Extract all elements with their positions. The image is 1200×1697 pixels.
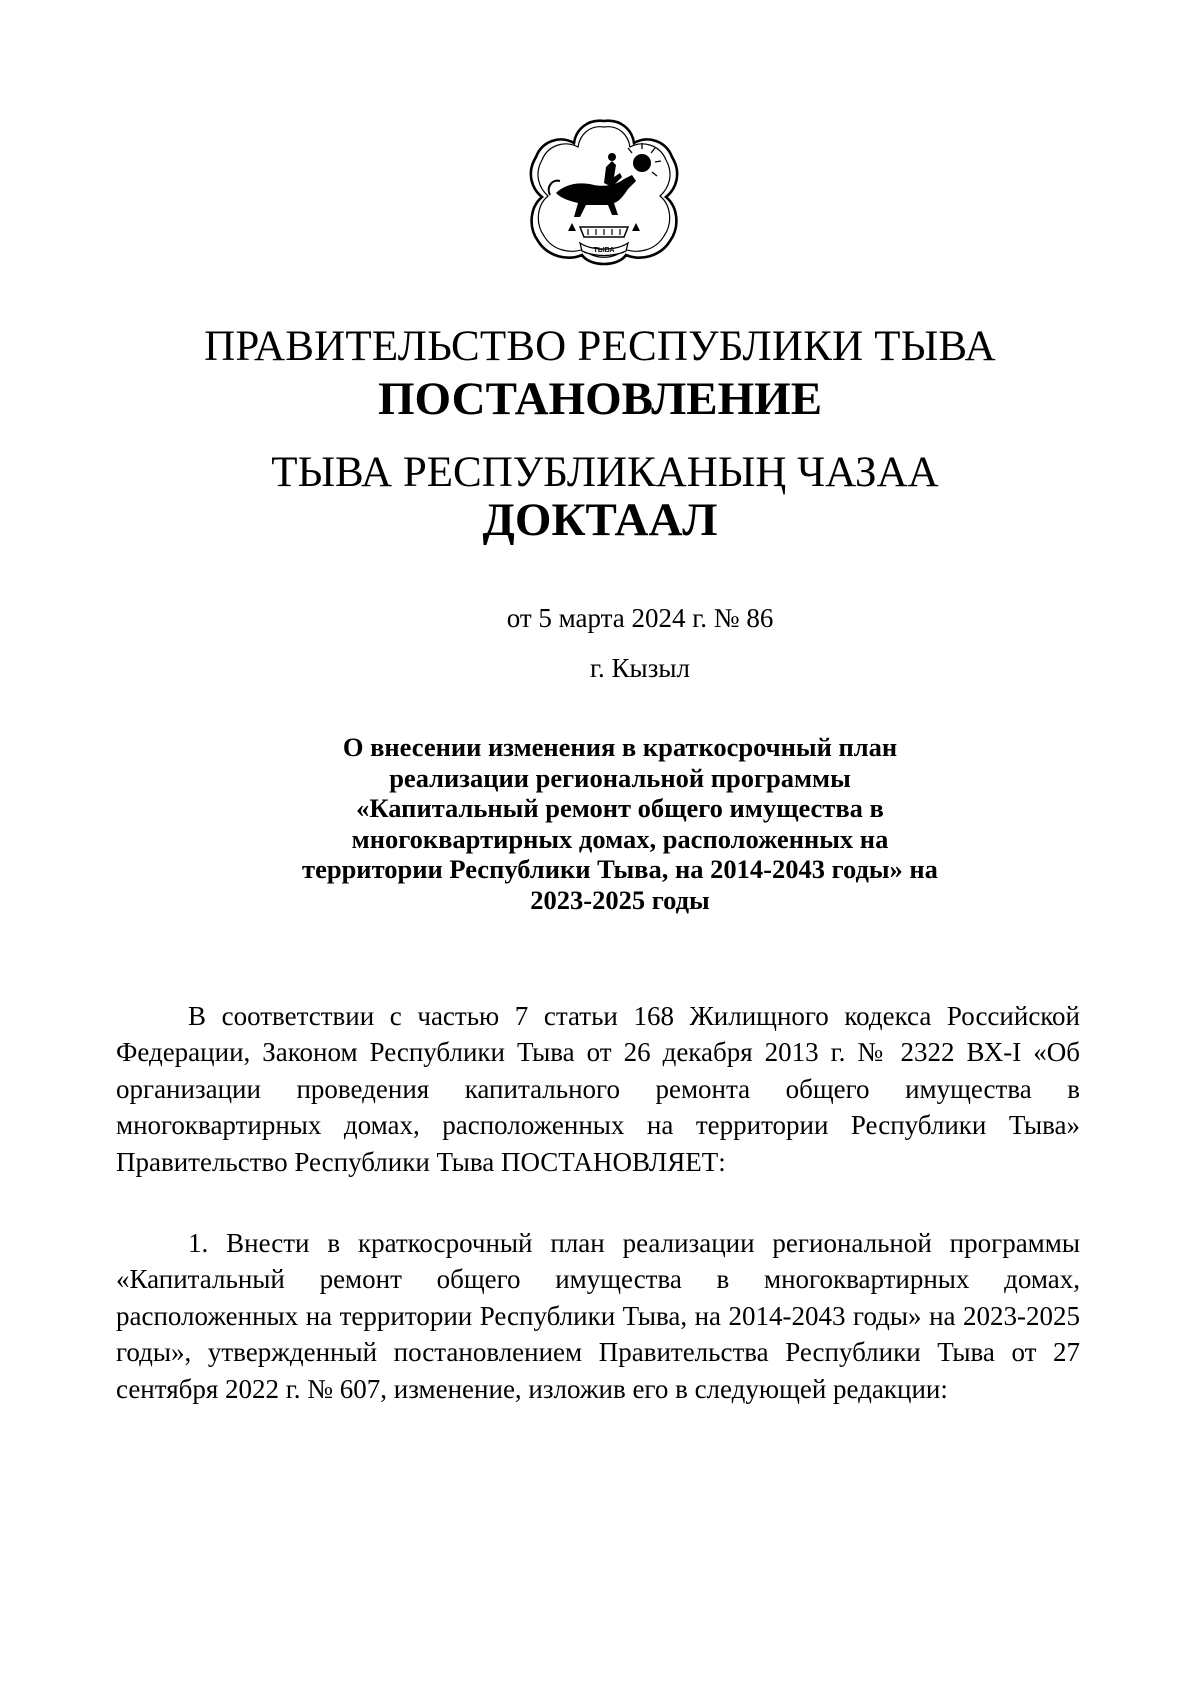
document-title: О внесении изменения в краткосрочный план реализации региональной программы «Капитальный ремонт общего имущества в многоквартирных домах, расположенных на территории Республики Тыва, на 2014-2043 годы» на 2023-2025 годы	[302, 732, 938, 915]
document-type-tv: ДОКТААЛ	[482, 494, 718, 546]
preamble-paragraph: В соответствии с частью 7 статьи 168 Жилищного кодекса Российской Федерации, Законом Республики Тыва от 26 декабря 2013 г. № 2322 ВХ-I «Об организации проведения капитального ремонта общего имущества в многоквартирных домах, расположенных на территории Республики Тыва» Правительство Республики Тыва ПОСТАНОВЛЯЕТ:	[116, 1001, 1080, 1177]
svg-text:ТЫВА: ТЫВА	[593, 247, 615, 254]
clause-1-paragraph: 1. Внести в краткосрочный план реализации региональной программы «Капитальный ремонт общего имущества в многоквартирных домах, расположенных на территории Республики Тыва, на 2014-2043 годы» на 2023-2025 годы», утвержденный постановлением Правительства Республики Тыва от 27 сентября 2022 г. № 607, изменение, изложив его в следующей редакции:	[116, 1228, 1080, 1404]
document-type-ru: ПОСТАНОВЛЕНИЕ	[377, 373, 823, 425]
document-date-number: от 5 марта 2024 г. № 86	[506, 603, 774, 633]
government-name-ru: ПРАВИТЕЛЬСТВО РЕСПУБЛИКИ ТЫВА	[204, 323, 996, 370]
document-city: г. Кызыл	[590, 653, 690, 683]
government-name-tv: ТЫВА РЕСПУБЛИКАНЫҢ ЧАЗАА	[271, 449, 939, 496]
coat-of-arms-icon	[520, 115, 688, 270]
